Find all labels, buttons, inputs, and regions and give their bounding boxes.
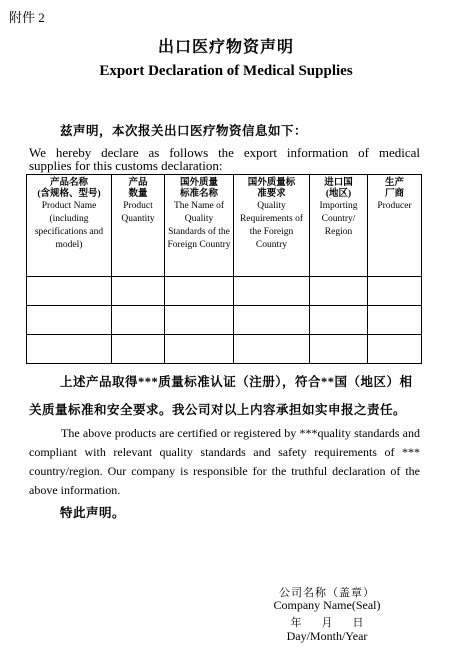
table-cell[interactable] — [27, 335, 112, 364]
title-english: Export Declaration of Medical Supplies — [99, 63, 353, 79]
intro-english-line2: supplies for this customs declaration: — [29, 158, 223, 173]
company-name-en: Company Name(Seal) — [273, 598, 381, 612]
declaration-english-text: The above products are certified or registered by ***quality standards and compliant with relevant quality standards and safety requirements of *** country/region. Our company is responsible for the truthful declaration of the above information. — [29, 426, 420, 497]
header-en: Quality Requirements of the Foreign Country — [239, 201, 304, 250]
table-cell[interactable] — [112, 335, 165, 364]
closing-statement: 特此声明。 — [60, 506, 126, 520]
date-day: 日 — [352, 617, 364, 629]
declaration-cn-line2: 关质量标准和安全要求。我公司对以上内容承担如实申报之责任。 — [29, 403, 407, 417]
table-cell[interactable] — [310, 306, 368, 335]
table-cell[interactable] — [234, 277, 310, 306]
date-month: 月 — [321, 617, 333, 629]
header-cn: 产品 数量 — [128, 178, 148, 199]
table-row — [27, 306, 422, 335]
header-en: Product Name (including specifications and model) — [34, 201, 104, 250]
header-en: Importing Country/ Region — [319, 201, 358, 237]
declaration-table — [26, 174, 422, 364]
table-row — [27, 277, 422, 306]
table-cell[interactable] — [165, 335, 234, 364]
table-cell[interactable] — [165, 306, 234, 335]
table-cell[interactable] — [368, 335, 422, 364]
date-year: 年 — [290, 617, 302, 629]
table-cell[interactable] — [368, 277, 422, 306]
table-cell[interactable] — [310, 277, 368, 306]
declaration-cn-line1: 上述产品取得***质量标准认证（注册），符合**国（地区）相 — [60, 375, 413, 389]
header-product-quantity — [112, 175, 165, 277]
date-en: Day/Month/Year — [286, 629, 368, 643]
intro-chinese: 兹声明，本次报关出口医疗物资信息如下： — [60, 124, 308, 138]
table-cell[interactable] — [368, 306, 422, 335]
declaration-english-paragraph — [29, 424, 420, 500]
header-cn: 进口国 (地区) — [324, 178, 353, 199]
table-cell[interactable] — [165, 277, 234, 306]
table-row — [27, 335, 422, 364]
title-chinese: 出口医疗物资声明 — [157, 39, 294, 56]
header-quality-requirements — [234, 175, 310, 277]
intro-english-line1: We hereby declare as follows the export information of medical — [29, 145, 420, 160]
header-cn: 国外质量 标准名称 — [179, 178, 218, 199]
table-cell[interactable] — [27, 306, 112, 335]
header-cn: 产品名称 (含规格、型号) — [37, 178, 101, 199]
header-en: The Name of Quality Standards of the Foreign Country — [167, 201, 231, 250]
header-cn: 国外质量标 准要求 — [247, 178, 296, 199]
table-cell[interactable] — [310, 335, 368, 364]
header-importing-country — [310, 175, 368, 277]
table-header-row — [27, 175, 422, 277]
header-quality-standard-name — [165, 175, 234, 277]
header-cn: 生产 厂商 — [384, 178, 404, 199]
header-producer — [368, 175, 422, 277]
table-cell[interactable] — [234, 335, 310, 364]
company-name-cn: 公司名称（盖章） — [279, 587, 375, 599]
table-cell[interactable] — [234, 306, 310, 335]
header-product-name — [27, 175, 112, 277]
table-cell[interactable] — [112, 306, 165, 335]
attachment-label: 附件 2 — [9, 10, 45, 25]
header-en: Product Quantity — [121, 201, 155, 224]
table-cell[interactable] — [112, 277, 165, 306]
header-en: Producer — [377, 201, 412, 211]
date-cn — [272, 614, 382, 630]
table-cell[interactable] — [27, 277, 112, 306]
